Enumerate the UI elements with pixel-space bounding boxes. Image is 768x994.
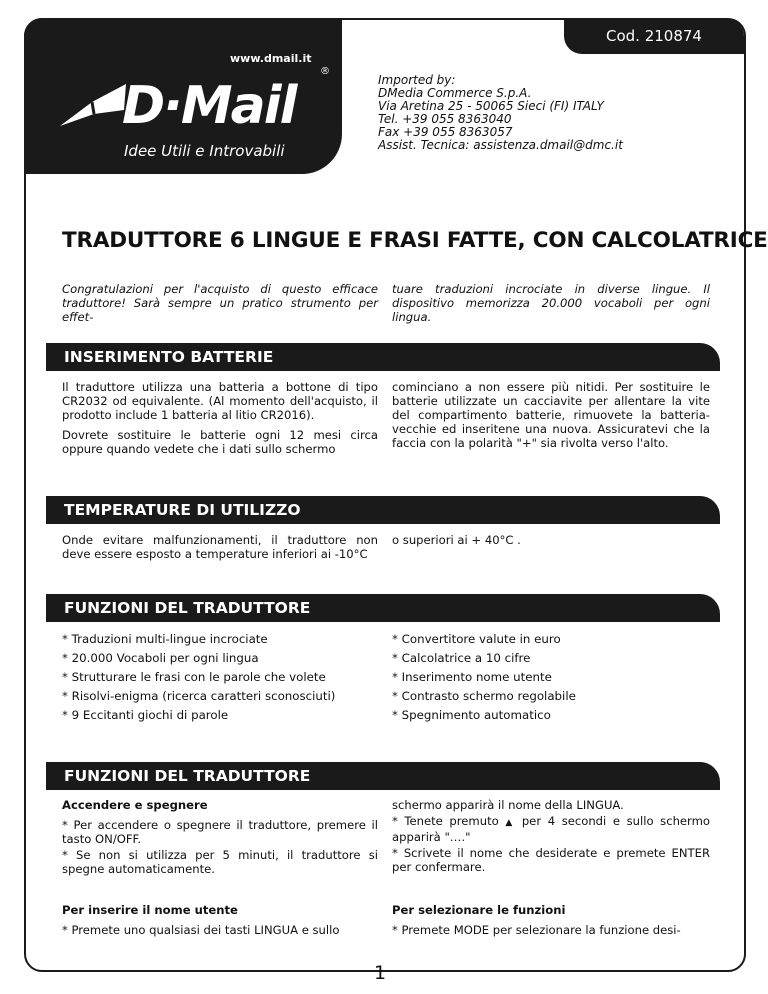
batteries-paragraph: Il traduttore utilizza una batteria a bottone di tipo CR2032 od equivalente. (Al momento dell'acquisto, il prodotto include 1 batteria al litio CR2016).: [62, 380, 378, 422]
registered-mark: ®: [320, 66, 330, 77]
website-url: www.dmail.it: [230, 52, 312, 65]
functions-paragraph: * Premete uno qualsiasi dei tasti LINGUA e sullo: [62, 923, 340, 937]
username-block: [62, 903, 378, 943]
section-heading-functions: FUNZIONI DEL TRADUTTORE: [46, 762, 720, 790]
dmail-logo: [24, 18, 342, 174]
product-code: Cod. 210874: [564, 18, 744, 54]
importer-line: Fax +39 055 8363057: [378, 125, 513, 139]
temperature-right: o superiori ai + 40°C .: [392, 533, 521, 547]
functions-paragraph: * Scrivete il nome che desiderate e premete ENTER per confermare.: [392, 846, 710, 874]
brand-tagline: Idee Utili e Introvabili: [124, 142, 285, 160]
functions-paragraph: * Per accendere o spegnere il traduttore, premere il tasto ON/OFF.: [62, 818, 378, 846]
subheading-username: Per inserire il nome utente: [62, 903, 238, 917]
list-item: * 20.000 Vocaboli per ogni lingua: [62, 651, 259, 665]
list-item: * Strutturare le frasi con le parole che volete: [62, 670, 326, 684]
functions-paragraph: * Se non si utilizza per 5 minuti, il traduttore si spegne automaticamente.: [62, 848, 378, 876]
importer-info: [378, 74, 623, 152]
subheading-select: Per selezionare le funzioni: [392, 903, 566, 917]
select-block: [392, 903, 710, 943]
up-arrow-icon: ▲: [505, 818, 516, 828]
importer-line: Assist. Tecnica: assistenza.dmail@dmc.it: [378, 138, 623, 152]
functions-paragraph: * Premete MODE per selezionare la funzione desi-: [392, 923, 681, 937]
functions-text: per 4 secondi e sullo schermo apparirà "….": [392, 814, 711, 844]
section-heading-temperature: TEMPERATURE DI UTILIZZO: [46, 496, 720, 524]
subheading-on-off: Accendere e spegnere: [62, 798, 208, 812]
functions-left: [62, 798, 378, 882]
functions-text: * Tenete premuto: [392, 814, 499, 828]
features-list-left: [62, 630, 378, 725]
list-item: * Traduzioni multi-lingue incrociate: [62, 632, 268, 646]
functions-paragraph: schermo apparirà il nome della LINGUA.: [392, 798, 624, 812]
intro-right: tuare traduzioni incrociate in diverse lingue. Il dispositivo memorizza 20.000 vocaboli per ogni lingua.: [392, 282, 710, 324]
batteries-paragraph: Dovrete sostituire le batterie ogni 12 mesi circa oppure quando vedete che i dati sullo schermo: [62, 428, 378, 456]
importer-line: Tel. +39 055 8363040: [378, 112, 512, 126]
importer-line: Imported by:: [378, 73, 456, 87]
features-list-right: [392, 630, 710, 725]
list-item: * Calcolatrice a 10 cifre: [392, 651, 531, 665]
functions-right: [392, 798, 710, 880]
list-item: * Contrasto schermo regolabile: [392, 689, 576, 703]
list-item: * 9 Eccitanti giochi di parole: [62, 708, 229, 722]
batteries-right: cominciano a non essere più nitidi. Per sostituire le batterie utilizzate un cacciavite per allentare la vite del compartimento batterie, rimuovete la batteria-vecchie ed inseritene una nuova. Assicuratevi che la faccia con la polarità "+" sia rivolta verso l'alto.: [392, 380, 710, 450]
list-item: * Inserimento nome utente: [392, 670, 552, 684]
trumpet-icon: [58, 80, 128, 130]
importer-line: DMedia Commerce S.p.A.: [378, 86, 532, 100]
batteries-left: [62, 380, 378, 462]
brand-name: D·Mail: [122, 76, 296, 136]
document-title: TRADUTTORE 6 LINGUE E FRASI FATTE, CON CALCOLATRICE: [62, 228, 768, 253]
temperature-left: Onde evitare malfunzionamenti, il traduttore non deve essere esposto a temperature inferiori ai -10°C: [62, 533, 378, 561]
importer-line: Via Aretina 25 - 50065 Sieci (FI) ITALY: [378, 99, 604, 113]
functions-paragraph: [392, 814, 710, 844]
list-item: * Convertitore valute in euro: [392, 632, 561, 646]
section-heading-batteries: INSERIMENTO BATTERIE: [46, 343, 720, 371]
page-number: 1: [374, 962, 387, 984]
intro-left: Congratulazioni per l'acquisto di questo efficace traduttore! Sarà sempre un pratico strumento per effet-: [62, 282, 378, 324]
list-item: * Spegnimento automatico: [392, 708, 551, 722]
section-heading-features: FUNZIONI DEL TRADUTTORE: [46, 594, 720, 622]
list-item: * Risolvi-enigma (ricerca caratteri sconosciuti): [62, 689, 336, 703]
